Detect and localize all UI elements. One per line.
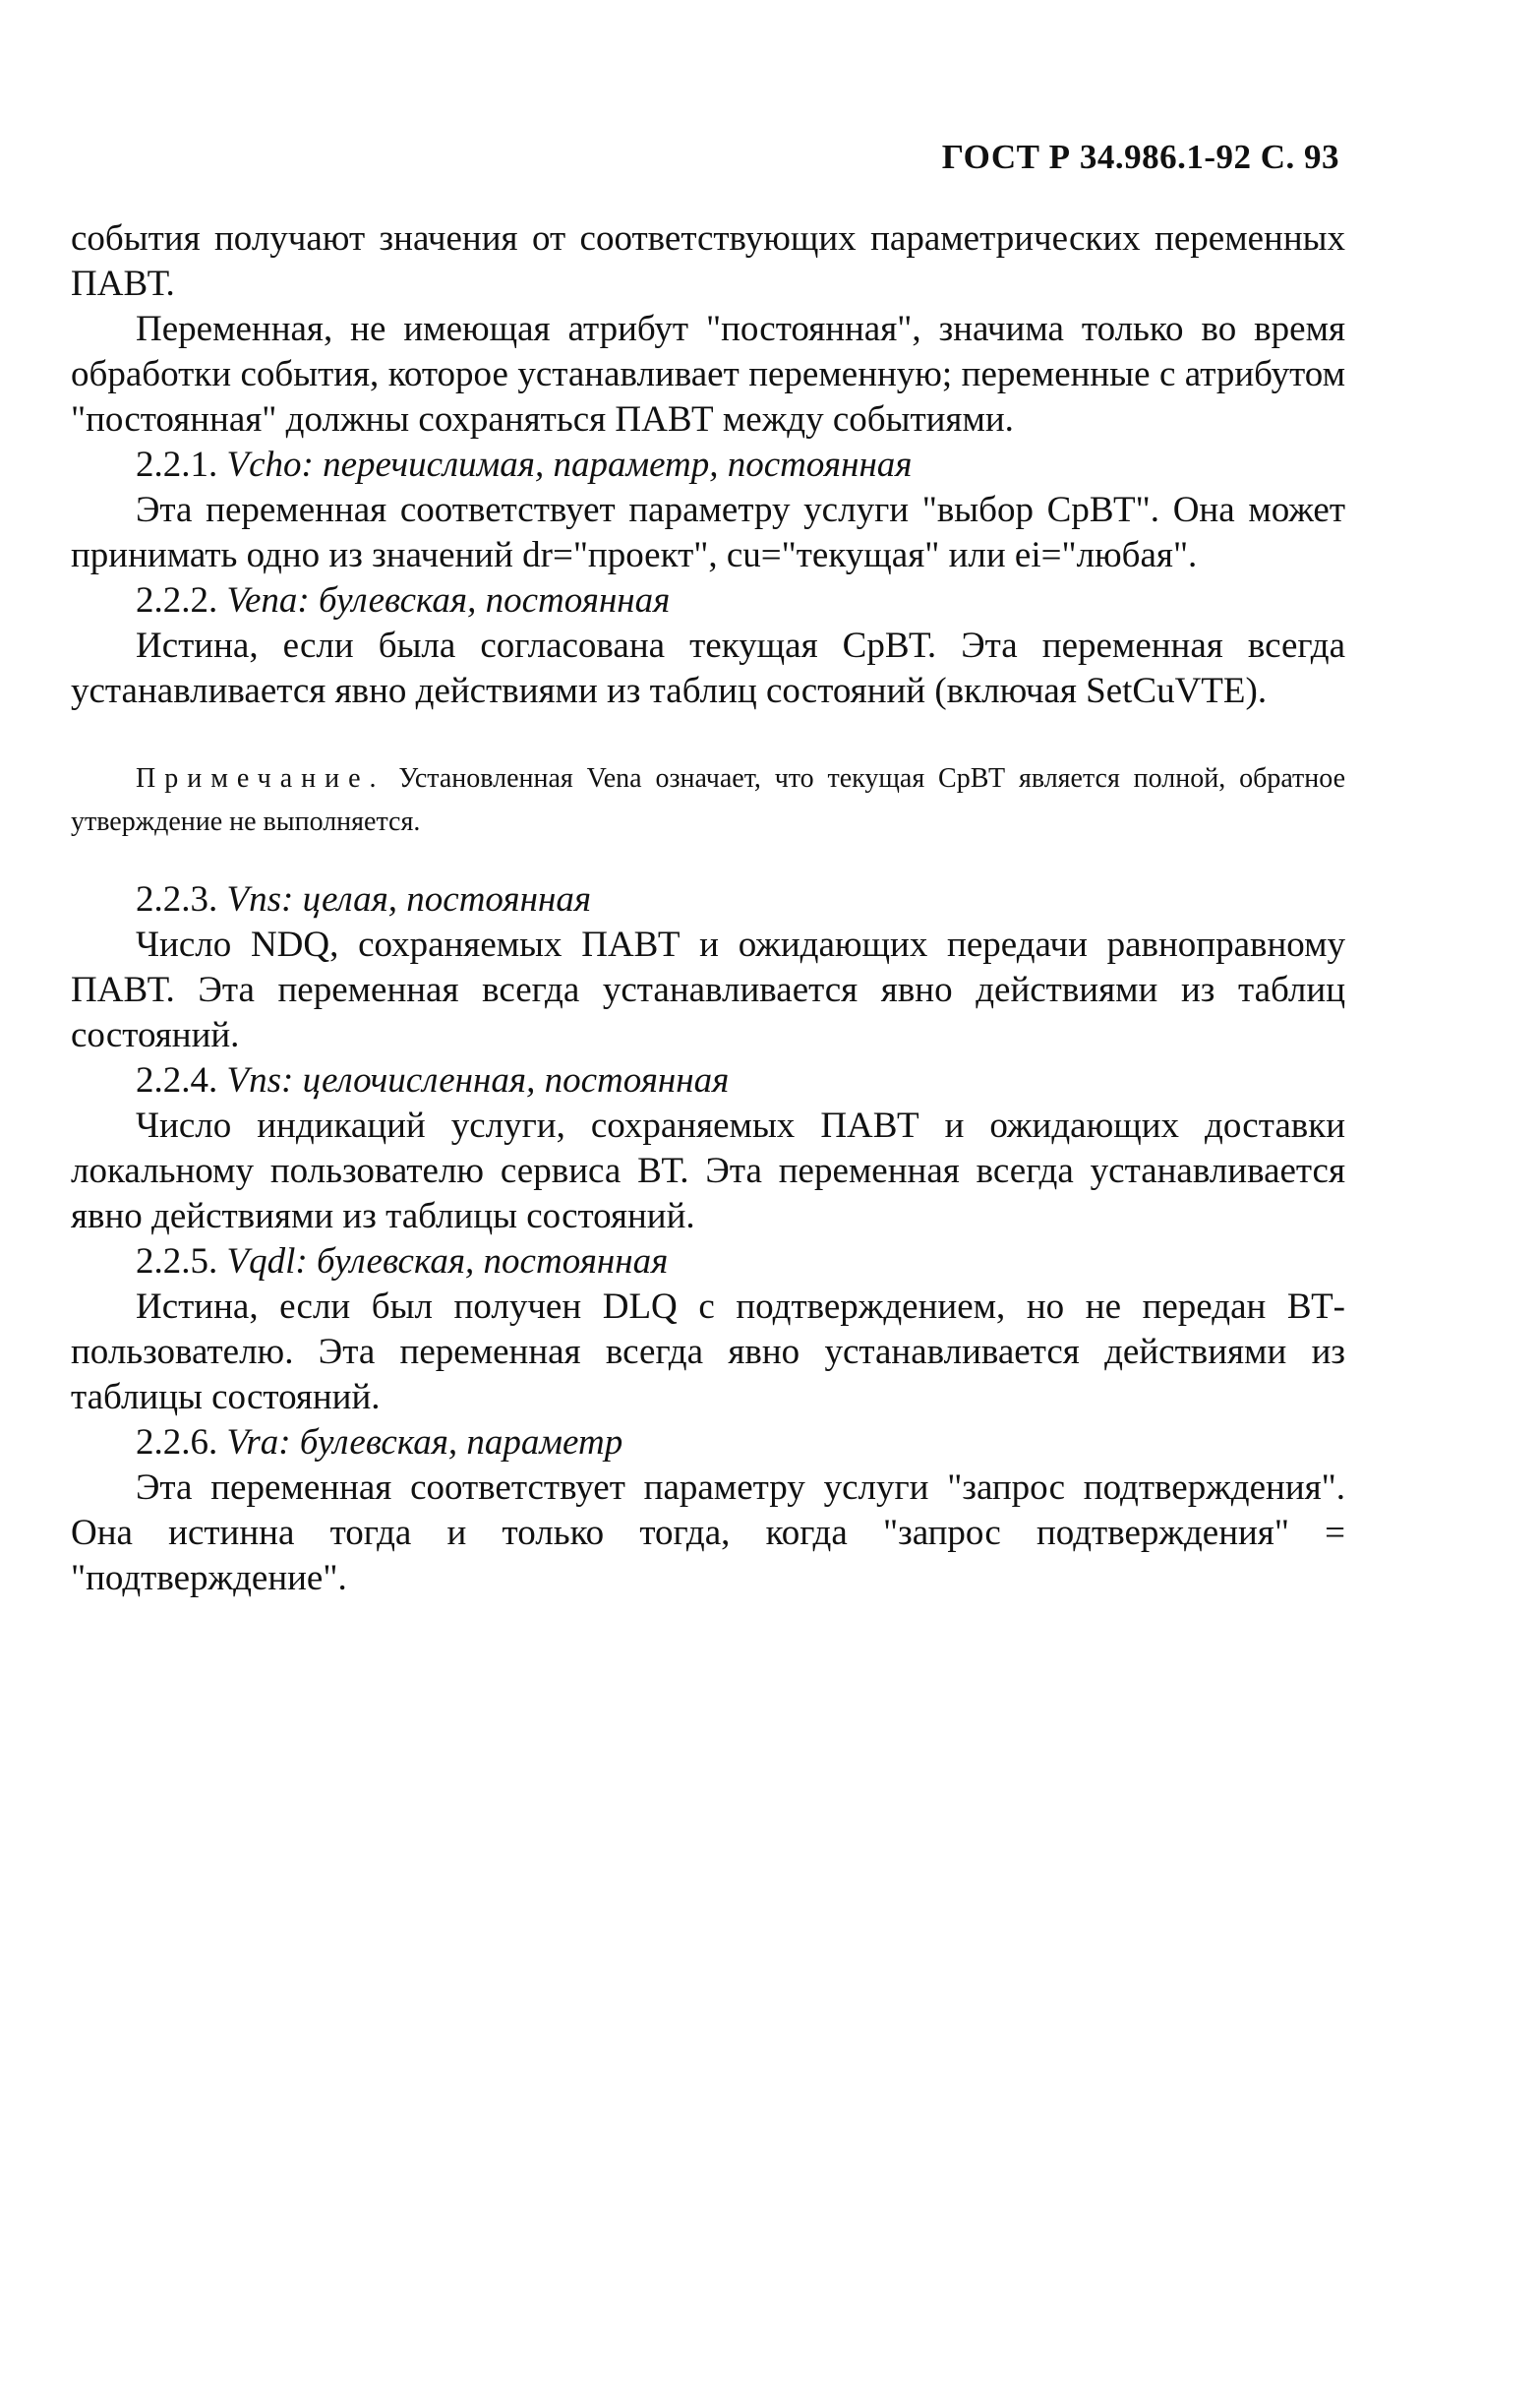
intro-paragraph-2: Переменная, не имеющая атрибут "постоянная", значима только во время обработки события, которое устанавливает переменную; переменные с атрибутом "постоянная" должны сохраняться ПАВТ между событиями. [71, 309, 1345, 440]
intro-paragraph-1: события получают значения от соответствующих параметрических переменных ПАВТ. [71, 218, 1345, 304]
section-body: Истина, если был получен DLQ с подтверждением, но не передан ВТ-пользователю. Эта переменная всегда явно устанавливается действиями из таблицы состояний. [71, 1286, 1345, 1417]
section-body: Истина, если была согласована текущая СрВТ. Эта переменная всегда устанавливается явно действиями из таблиц состояний (включая SetCuVTE). [71, 626, 1345, 711]
section-heading [71, 578, 1345, 624]
section-title: Vra: булевская, параметр [226, 1422, 623, 1463]
note-block [71, 757, 1345, 844]
section-heading [71, 1420, 1345, 1466]
section-2-2-6 [71, 1420, 1345, 1601]
section-title: Vns: целая, постоянная [226, 879, 592, 920]
section-number: 2.2.2. [136, 580, 218, 621]
section-heading [71, 443, 1345, 488]
section-body: Число NDQ, сохраняемых ПАВТ и ожидающих передачи равноправному ПАВТ. Эта переменная всегда устанавливается явно действиями из таблиц состояний. [71, 925, 1345, 1055]
section-number: 2.2.3. [136, 879, 218, 920]
page-header: ГОСТ Р 34.986.1-92 С. 93 [941, 138, 1339, 176]
section-body: Эта переменная соответствует параметру услуги "выбор СрВТ". Она может принимать одно из значений dr="проект", cu="текущая" или ei="любая". [71, 490, 1345, 575]
section-2-2-5 [71, 1239, 1345, 1420]
section-heading [71, 1058, 1345, 1104]
section-2-2-3 [71, 877, 1345, 1058]
section-title: Vqdl: булевская, постоянная [226, 1241, 669, 1282]
section-title: Vns: целочисленная, постоянная [226, 1060, 730, 1101]
section-2-2-1 [71, 443, 1345, 578]
section-heading [71, 1239, 1345, 1285]
note-label: Примечание. [136, 763, 385, 794]
section-heading [71, 877, 1345, 923]
section-number: 2.2.5. [136, 1241, 218, 1282]
section-title: Vcho: перечислимая, параметр, постоянная [226, 445, 913, 485]
section-body: Число индикаций услуги, сохраняемых ПАВТ и ожидающих доставки локальному пользователю сервиса ВТ. Эта переменная всегда устанавливается явно действиями из таблицы состояний. [71, 1106, 1345, 1236]
section-number: 2.2.6. [136, 1422, 218, 1463]
section-number: 2.2.4. [136, 1060, 218, 1101]
section-body: Эта переменная соответствует параметру услуги "запрос подтверждения". Она истинна тогда и только тогда, когда "запрос подтверждения" = "подтверждение". [71, 1467, 1345, 1598]
section-title: Vena: булевская, постоянная [226, 580, 671, 621]
document-page [71, 138, 1345, 1601]
note-text: Установленная Vena означает, что текущая СрВТ является полной, обратное утверждение не выполняется. [71, 763, 1346, 837]
section-number: 2.2.1. [136, 445, 218, 485]
section-2-2-4 [71, 1058, 1345, 1239]
section-2-2-2 [71, 578, 1345, 714]
